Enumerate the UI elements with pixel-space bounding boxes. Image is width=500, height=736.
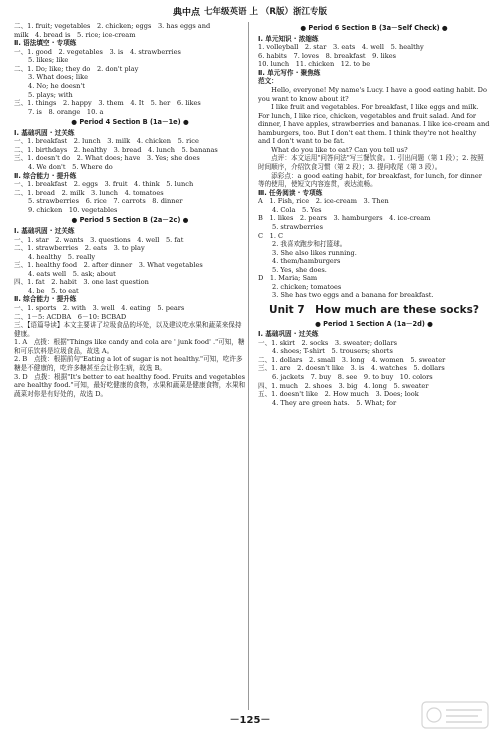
answer-paragraph: 添彩点：a good eating habit, for breakfast, for lunch, for dinner 等的使用，使短文内容连贯，表达流畅。 xyxy=(258,171,482,189)
answer-line: 二、1－5: ACDBA 6－10: BCBAD xyxy=(14,312,127,321)
answer-paragraph: What do you like to eat? Can you tell us? xyxy=(258,145,408,154)
answer-line: 三、1. healthy food 2. after dinner 3. What vegetables xyxy=(14,261,203,270)
answer-line: A 1. Fish, rice 2. ice-cream 3. Then xyxy=(258,197,389,206)
answer-line: 一、1. breakfast 2. lunch 3. milk 4. chicken 5. rice xyxy=(14,137,199,146)
answer-line: B 1. likes 2. pears 3. hamburgers 4. ice-cream xyxy=(258,214,431,223)
section-heading: Ⅲ. 任务阅读 · 专项练 xyxy=(258,188,323,197)
section-heading: Ⅱ. 单元写作 · 聚焦练 xyxy=(258,68,321,77)
answer-line: 4. Cola 5. Yes xyxy=(272,205,322,214)
section-heading: Ⅱ. 综合能力 · 提升练 xyxy=(14,295,77,304)
answer-line: 5. likes; like xyxy=(28,56,69,65)
answer-line: 5. Yes, she does. xyxy=(272,265,327,274)
answer-line: milk 4. bread is 5. rice; ice-cream xyxy=(14,30,136,39)
section-heading: Ⅰ. 基础巩固 · 过关练 xyxy=(14,128,75,137)
period-heading: ● Period 6 Section B (3a－Self Check) ● xyxy=(300,24,448,32)
section-heading: Ⅰ. 基础巩固 · 过关练 xyxy=(14,226,75,235)
answer-line: 3. She has two eggs and a banana for breakfast. xyxy=(272,291,434,300)
answer-line: 二、1. Do; like; they do 2. don't play xyxy=(14,64,139,73)
period-heading: ● Period 1 Section A (1a－2d) ● xyxy=(315,319,433,328)
answer-line: 4. shoes; T-shirt 5. trousers; shorts xyxy=(272,347,393,356)
answer-line: 二、1. birthdays 2. healthy 3. bread 4. lunch 5. bananas xyxy=(14,145,218,154)
section-heading: Ⅱ. 综合能力 · 提升练 xyxy=(14,171,77,180)
answer-line: 5. strawberries xyxy=(272,222,323,231)
answer-line: 10. lunch 11. chicken 12. to be xyxy=(258,60,371,69)
answer-line: 二、1. strawberries 2. eats 3. to play xyxy=(14,244,145,253)
answer-line: 4. be 5. to eat xyxy=(28,286,79,295)
answer-line: D 1. Maria; Sam xyxy=(258,274,318,283)
section-heading: 范文： xyxy=(258,77,278,86)
answer-line: 一、1. skirt 2. socks 3. sweater; dollars xyxy=(258,338,398,347)
answer-paragraph: 三、【语篇导读】本文主要讲了垃圾食品的坏处，以及建议吃水果和蔬菜来保持健康。 xyxy=(14,321,242,338)
answer-paragraph: I like fruit and vegetables. For breakfast, I like eggs and milk. For lunch, I like rice, chicken, vegetables and fruit salad. And for dinner, I have apples, strawberries and bananas. I like ice-cream and hamburgers, too. But I don't eat them. I think they're not healthy and I don't want to be fat. xyxy=(258,103,490,146)
answer-line: 1. volleyball 2. star 3. eats 4. well 5. healthy xyxy=(258,43,424,52)
answer-line: 四、1. much 2. shoes 3. big 4. long 5. sweater xyxy=(258,381,429,390)
answer-line: 6. jackets 7. buy 8. see 9. to buy 10. colors xyxy=(272,373,433,382)
answer-line: 4. eats well 5. ask; about xyxy=(28,269,116,278)
answer-line: 3. What does; like xyxy=(28,73,88,82)
answer-line: 5. plays; with xyxy=(28,90,73,99)
answer-line: 五、1. doesn't like 2. How much 3. Does; look xyxy=(258,390,419,399)
answer-line: 二、1. bread 2. milk 3. lunch 4. tomatoes xyxy=(14,188,164,197)
answer-line: 一、1. breakfast 2. eggs 3. fruit 4. think 5. lunch xyxy=(14,180,194,189)
unit-title: Unit 7 How much are these socks? xyxy=(269,304,479,316)
right-column xyxy=(258,22,490,407)
section-heading: Ⅰ. 基础巩固 · 过关练 xyxy=(258,330,319,339)
answer-line: 四、1. fat 2. habit 3. one last question xyxy=(14,278,149,287)
section-heading: Ⅱ. 语法填空 · 专项练 xyxy=(14,39,77,48)
answer-paragraph: 2. B 点拨：根据前句"Eating a lot of sugar is not healthy."可知，吃许多糖是不健康的，吃许多糖甚至会让你生病，故选 B。 xyxy=(14,355,243,372)
answer-line: 一、1. good 2. vegetables 3. is 4. strawberries xyxy=(14,47,181,56)
answer-paragraph: 点评：本文运用"问答问法"写三餐饮食。1. 引出问题（第 1 段）；2. 按照时间顺序，介绍饮食习惯（第 2 段）；3. 提问收尾（第 3 段）。 xyxy=(258,154,484,171)
answer-line: 一、1. sports 2. with 3. well 4. eating 5. pears xyxy=(14,304,185,312)
answer-line: 5. strawberries 6. rice 7. carrots 8. dinner xyxy=(28,197,183,206)
answer-paragraph: 3. D 点拨：根据"It's better to eat healthy food. Fruits and vegetables are healthy food."可知，最好吃健康的食物，水果和蔬菜是健康食物，水果和蔬菜对你是有好处的，故选 D。 xyxy=(14,372,246,398)
answer-line: 4. We don't 5. Where do xyxy=(28,163,113,171)
answer-line: 4. them/hamburgers xyxy=(272,257,341,266)
answer-line: 2. chicken; tomatoes xyxy=(272,282,342,291)
section-heading: Ⅰ. 单元知识 · 浓缩练 xyxy=(258,34,319,43)
answer-line: 3. She also likes running. xyxy=(272,248,357,257)
left-column xyxy=(14,22,246,398)
answer-line: 2. 我喜欢跑步和打篮球。 xyxy=(272,240,347,249)
answer-line: 二、1. dollars 2. small 3. long 4. women 5. sweater xyxy=(258,355,446,364)
answer-line: C 1. C xyxy=(258,231,284,240)
answer-line: 三、1. doesn't do 2. What does; have 3. Yes; she does xyxy=(14,154,200,163)
answer-paragraph: Hello, everyone! My name's Lucy. I have a good eating habit. Do you want to know about it? xyxy=(258,85,487,103)
answer-line: 9. chicken 10. vegetables xyxy=(28,205,118,214)
column-divider xyxy=(248,22,249,710)
answer-line: 三、1. things 2. happy 3. them 4. It 5. her 6. likes xyxy=(14,99,201,108)
header-title: 七年级英语 上 （R版）浙江专版 xyxy=(204,7,327,17)
page-header xyxy=(0,4,500,18)
watermark-stamp-icon xyxy=(420,700,490,730)
answer-line: 4. They are green hats. 5. What; for xyxy=(272,398,397,407)
answer-line: 三、1. are 2. doesn't like 3. is 4. watches 5. dollars xyxy=(258,364,445,373)
answer-line: 二、1. fruit; vegetables 2. chicken; eggs 3. has eggs and xyxy=(14,22,211,30)
answer-line: 一、1. star 2. wants 3. questions 4. well 5. fat xyxy=(14,235,184,244)
period-heading: ● Period 5 Section B (2a－2c) ● xyxy=(71,216,189,225)
brand-logo: 典中点 xyxy=(173,7,201,18)
answer-line: 7. is 8. orange 10. a xyxy=(28,107,104,116)
page-number: －125－ xyxy=(229,715,271,726)
answer-line: 6. habits 7. loves 8. breakfast 9. likes xyxy=(258,51,397,60)
answer-line: 4. No; he doesn't xyxy=(28,81,85,90)
answer-paragraph: 1. A 点拨：根据"Things like candy and cola are ' junk food' ."可知，糖和可乐饮料是垃圾食品，故选 A。 xyxy=(14,338,245,355)
period-heading: ● Period 4 Section B (1a－1e) ● xyxy=(71,118,189,127)
answer-line: 4. healthy 5. really xyxy=(28,252,96,261)
